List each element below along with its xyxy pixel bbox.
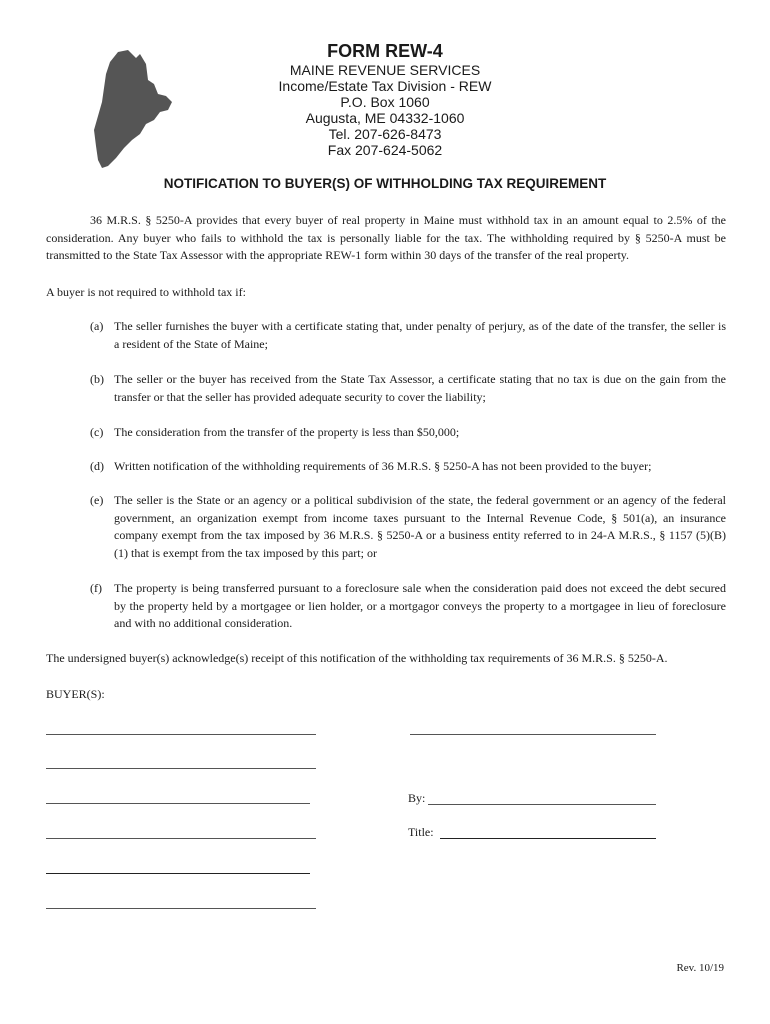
telephone: Tel. 207-626-8473 [328, 126, 442, 142]
item-label: (b) [90, 372, 104, 386]
exemption-item-d [90, 458, 726, 476]
form-header [230, 40, 540, 158]
agency-name: MAINE REVENUE SERVICES [289, 62, 481, 78]
by-signature-line[interactable] [428, 804, 656, 805]
form-title: FORM REW-4 [327, 41, 443, 61]
division-name: Income/Estate Tax Division - REW [278, 78, 492, 94]
item-text: The seller is the State or an agency or a political subdivision of the state, the federal government or an agency of the federal government, an organization exempt from income taxes pursuant to the Internal Revenue Code, § 501(a), an insurance company exempt from the tax imposed by 36 M.R.S. § 5250-A or a business entity referred to in 24-A M.R.S., § 1157 (5)(B)(1) that is exempt from the tax imposed by this part; or [114, 493, 726, 560]
buyer-signature-line-2[interactable] [46, 768, 316, 769]
maine-state-map-icon [88, 50, 174, 168]
buyer-signature-line-1[interactable] [46, 734, 316, 735]
item-text: The property is being transferred pursuant to a foreclosure sale when the consideration paid does not exceed the debt secured by the property held by a mortgagee or lien holder, or a mortgagor conveys the property to a mortgagee in lieu of foreclosure and with no additional consideration. [114, 581, 726, 630]
title-line[interactable] [440, 838, 656, 839]
item-text: The consideration from the transfer of the property is less than $50,000; [114, 425, 460, 439]
item-label: (d) [90, 459, 104, 473]
title-label: Title: [408, 825, 434, 839]
acknowledgment-text: The undersigned buyer(s) acknowledge(s) receipt of this notification of the withholding tax requirements of 36 M.R.S. § 5250-A. [46, 651, 668, 665]
exemption-item-b [90, 371, 726, 406]
intro-paragraph: 36 M.R.S. § 5250-A provides that every buyer of real property in Maine must withhold tax in an amount equal to 2.5% of the consideration. Any buyer who fails to withhold the tax is personally liable for the tax. The withholding required by § 5250-A must be transmitted to the State Tax Assessor with the appropriate REW-1 form within 30 days of the transfer of the real property. [46, 213, 726, 262]
buyer-signature-line-5[interactable] [46, 873, 310, 874]
revision-date: Rev. 10/19 [676, 962, 724, 974]
exemption-item-c [90, 424, 726, 442]
buyer-signature-line-3[interactable] [46, 803, 310, 804]
exemption-intro: A buyer is not required to withhold tax if: [46, 285, 246, 299]
city-line: Augusta, ME 04332-1060 [305, 110, 465, 126]
by-label: By: [408, 791, 426, 805]
item-text: Written notification of the withholding requirements of 36 M.R.S. § 5250-A has not been provided to the buyer; [114, 459, 652, 473]
exemption-item-f [90, 580, 726, 633]
item-label: (c) [90, 425, 104, 439]
item-label: (a) [90, 319, 104, 333]
buyers-label: BUYER(S): [46, 687, 105, 701]
item-text: The seller furnishes the buyer with a certificate stating that, under penalty of perjury, as of the date of the transfer, the seller is a resident of the State of Maine; [114, 319, 726, 351]
fax: Fax 207-624-5062 [327, 142, 443, 158]
buyer-signature-line-4[interactable] [46, 838, 316, 839]
item-label: (f) [90, 581, 102, 595]
po-box: P.O. Box 1060 [340, 94, 430, 110]
buyer-signature-line-6[interactable] [46, 908, 316, 909]
entity-name-line[interactable] [410, 734, 656, 735]
item-label: (e) [90, 493, 104, 507]
exemption-item-e [90, 492, 726, 562]
notification-title: NOTIFICATION TO BUYER(S) OF WITHHOLDING TAX REQUIREMENT [163, 176, 607, 191]
exemption-item-a [90, 318, 726, 353]
item-text: The seller or the buyer has received from the State Tax Assessor, a certificate stating that no tax is due on the gain from the transfer or that the seller has provided adequate security to cover the liability; [114, 372, 726, 404]
